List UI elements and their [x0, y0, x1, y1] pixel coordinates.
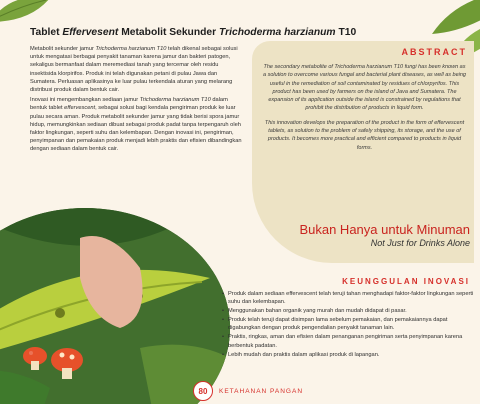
- abstract-paragraph-1: The secondary metabolite of Trichoderma harzianum T10 fungi has been known as a solution to overcome various fungal and bacterial plant diseases, as well as being useful in the remediation of soil contaminated by residues of chlorpyrifos. This product has been used by farmers on the island of Java and Sumatera. The expansion of its application outside the island is constrained by regulations that prohibit the distribution of products in liquid form.: [262, 64, 466, 112]
- plant-photo: [0, 208, 230, 404]
- footer-section-label: KETAHANAN PANGAN: [219, 387, 304, 395]
- abstract-text: [262, 63, 467, 152]
- page-footer: [193, 381, 303, 401]
- advantage-item: • Praktis, ringkas, aman dan efisien dalam penanganan pengiriman serta penyimpanan karena berbentuk padatan.: [222, 333, 474, 349]
- tagline-main: Bukan Hanya untuk Minuman: [299, 222, 470, 237]
- abstract-paragraph-2: This innovation develops the preparation of the product in the form of effervescent tablets, as solution to the problem of safely shipping, its storage, and the use of products. It becomes more practical and efficient compared to products in liquid forms.: [264, 119, 465, 151]
- page-number: 80: [193, 381, 213, 401]
- advantages-heading: KEUNGGULAN INOVASI: [342, 277, 470, 286]
- page-title: Tablet Effervesent Metabolit Sekunder Trichoderma harzianum T10: [30, 27, 357, 38]
- advantage-item: • Produk dalam sediaan effervescent telah teruji tahan menghadapi faktor-faktor lingkungan seperti suhu dan kelembapan.: [222, 290, 474, 306]
- advantage-item: • Lebih mudah dan praktis dalam aplikasi produk di lapangan.: [222, 351, 474, 359]
- advantages-list: [222, 290, 474, 360]
- plant-photo-image: [0, 208, 230, 404]
- advantage-item: • Menggunakan bahan organik yang murah dan mudah didapat di pasar.: [222, 307, 474, 315]
- tagline: [270, 222, 470, 248]
- abstract-heading: ABSTRACT: [401, 47, 467, 57]
- intro-text: [30, 45, 242, 156]
- advantage-item: • Produk telah teruji dapat disimpan lama sebelum pemakaian, dan pemakaiannya dapat digabungkan dengan produk pengendalian penyakit tanaman lain.: [222, 316, 474, 332]
- intro-paragraph-2: Inovasi ini mengembangkan sediaan jamur Trichoderma harzianum T10 dalam bentuk tablet effervescent, sebagai solusi bagi kendala pengiriman produk ke luar pulau secara aman. Produk metabolit sekunder jamur yang tidak berisi spora jamur hidup, memungkinkan sediaan dibuat sebagai produk padat tanpa terpengaruh oleh faktor lingkungan, seperti suhu dan kelembapan. Dengan inovasi ini, pengiriman, penyimpanan dan pemakaian produk menjadi lebih praktis dan efisien dibandingkan dengan sediaan dalam bentuk cair.: [30, 97, 242, 153]
- intro-paragraph-1: Metabolit sekunder jamur Trichoderma harzianum T10 telah dikenal sebagai solusi untuk mengatasi berbagai penyakit tanaman karena jamur dan bakteri patogen, sekaligus bermanfaat dalam meremediasi tanah yang tercemar oleh residu insektisida klorpirifos. Produk ini telah digunakan petani di pulau Jawa dan Sumatera. Perluasan aplikasinya ke luar pulau terkendala aturan yang melarang distribusi produk dalam bentuk cair.: [30, 46, 238, 94]
- tagline-subtitle: Not Just for Drinks Alone: [370, 238, 470, 248]
